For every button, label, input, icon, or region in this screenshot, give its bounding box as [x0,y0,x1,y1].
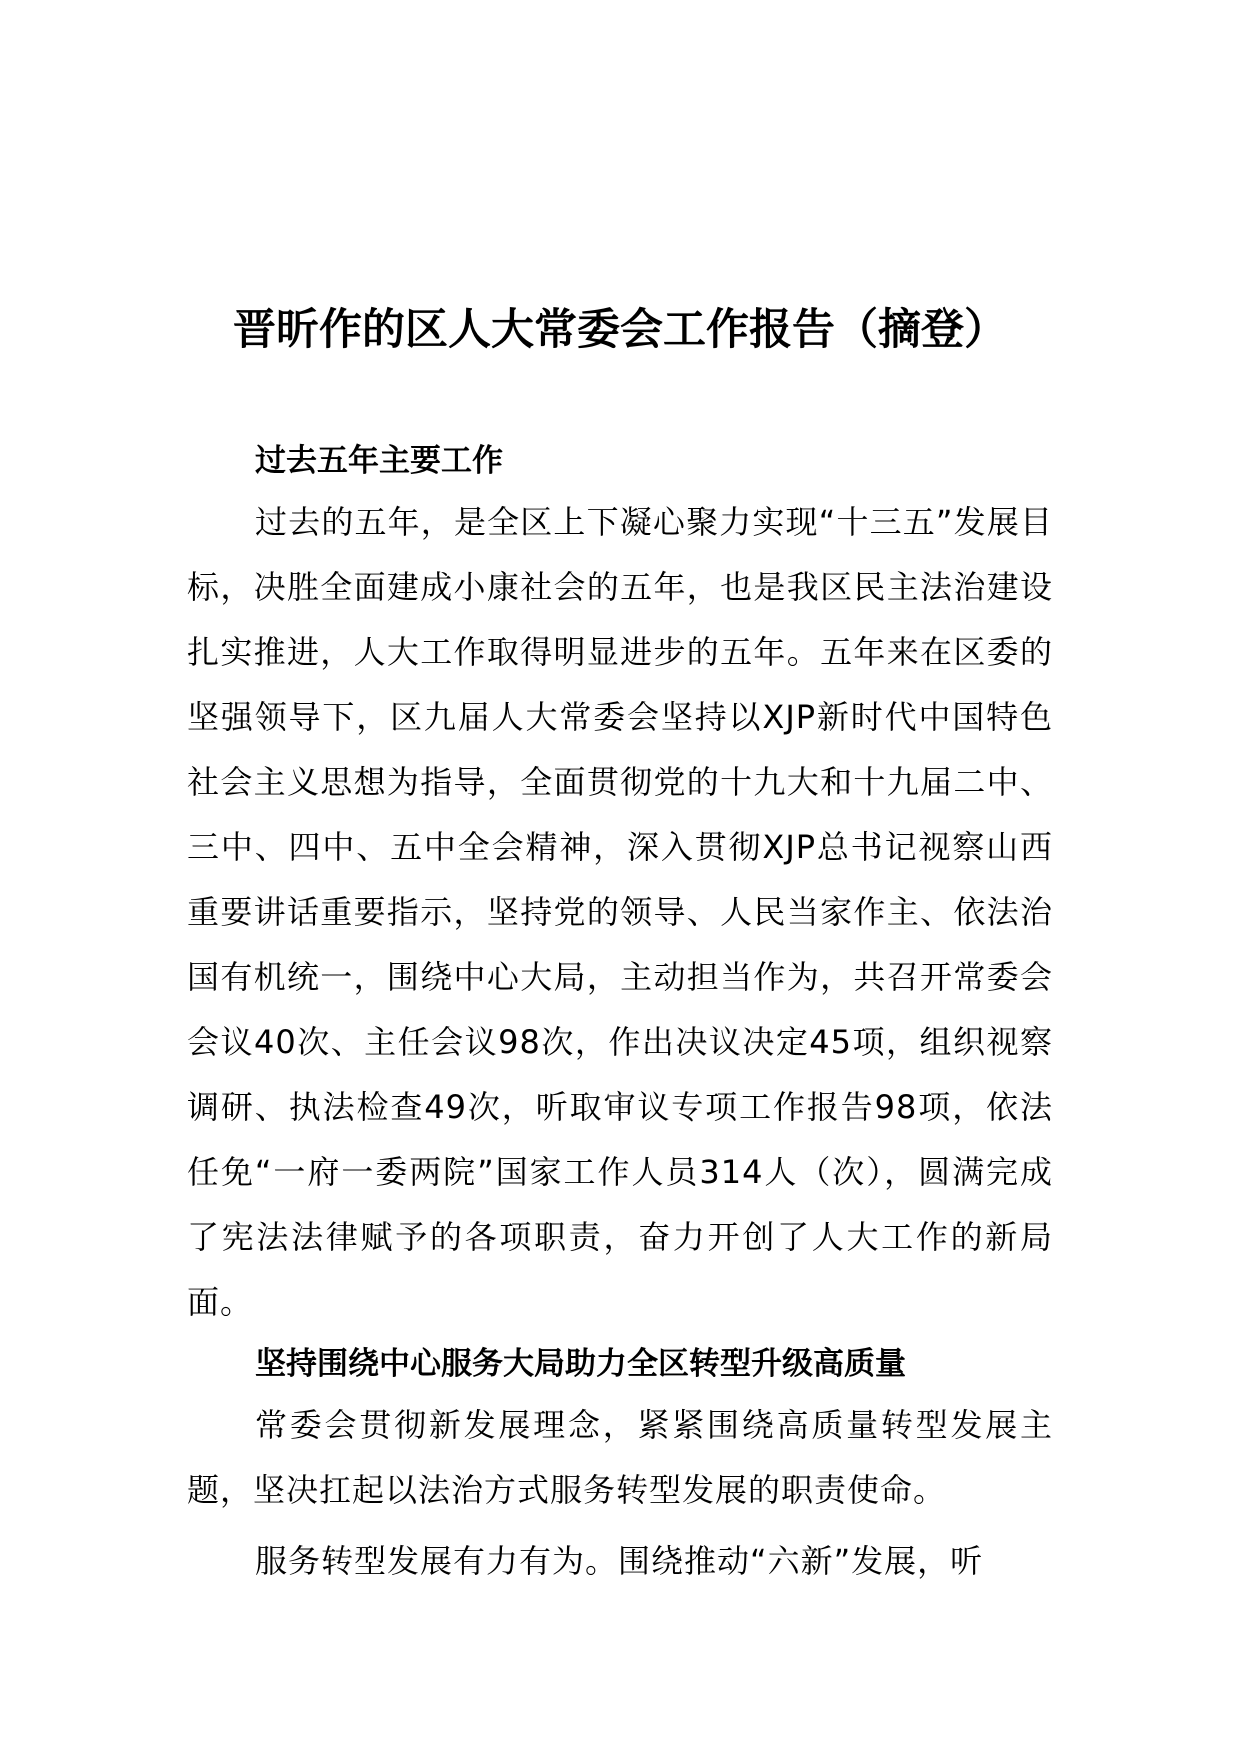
paragraph-new-development-concept: 常委会贯彻新发展理念，紧紧围绕高质量转型发展主题，坚决扛起以法治方式服务转型发展的职责使命。 [187,1406,1053,1509]
document-body [187,432,1053,1594]
section-heading-past-five-years: 过去五年主要工作 [255,443,503,479]
paragraph-past-five-years-summary: 过去的五年，是全区上下凝心聚力实现“十三五”发展目标，决胜全面建成小康社会的五年，也是我区民主法治建设扎实推进，人大工作取得明显进步的五年。五年来在区委的坚强领导下，区九届人大常委会坚持以XJP新时代中国特色社会主义思想为指导，全面贯彻党的十九大和十九届二中、三中、四中、五中全会精神，深入贯彻XJP总书记视察山西重要讲话重要指示，坚持党的领导、人民当家作主、依法治国有机统一，围绕中心大局，主动担当作为，共召开常委会会议40次、主任会议98次，作出决议决定45项，组织视察调研、执法检查49次，听取审议专项工作报告98项，依法任免“一府一委两院”国家工作人员314人（次），圆满完成了宪法法律赋予的各项职责，奋力开创了人大工作的新局面。 [187,503,1053,1321]
paragraph-serve-transformation: 服务转型发展有力有为。围绕推动“六新”发展，听 [255,1542,984,1580]
section-heading-serve-central-work: 坚持围绕中心服务大局助力全区转型升级高质量 [255,1346,906,1382]
document-title: 晋昕作的区人大常委会工作报告（摘登） [233,305,1007,355]
